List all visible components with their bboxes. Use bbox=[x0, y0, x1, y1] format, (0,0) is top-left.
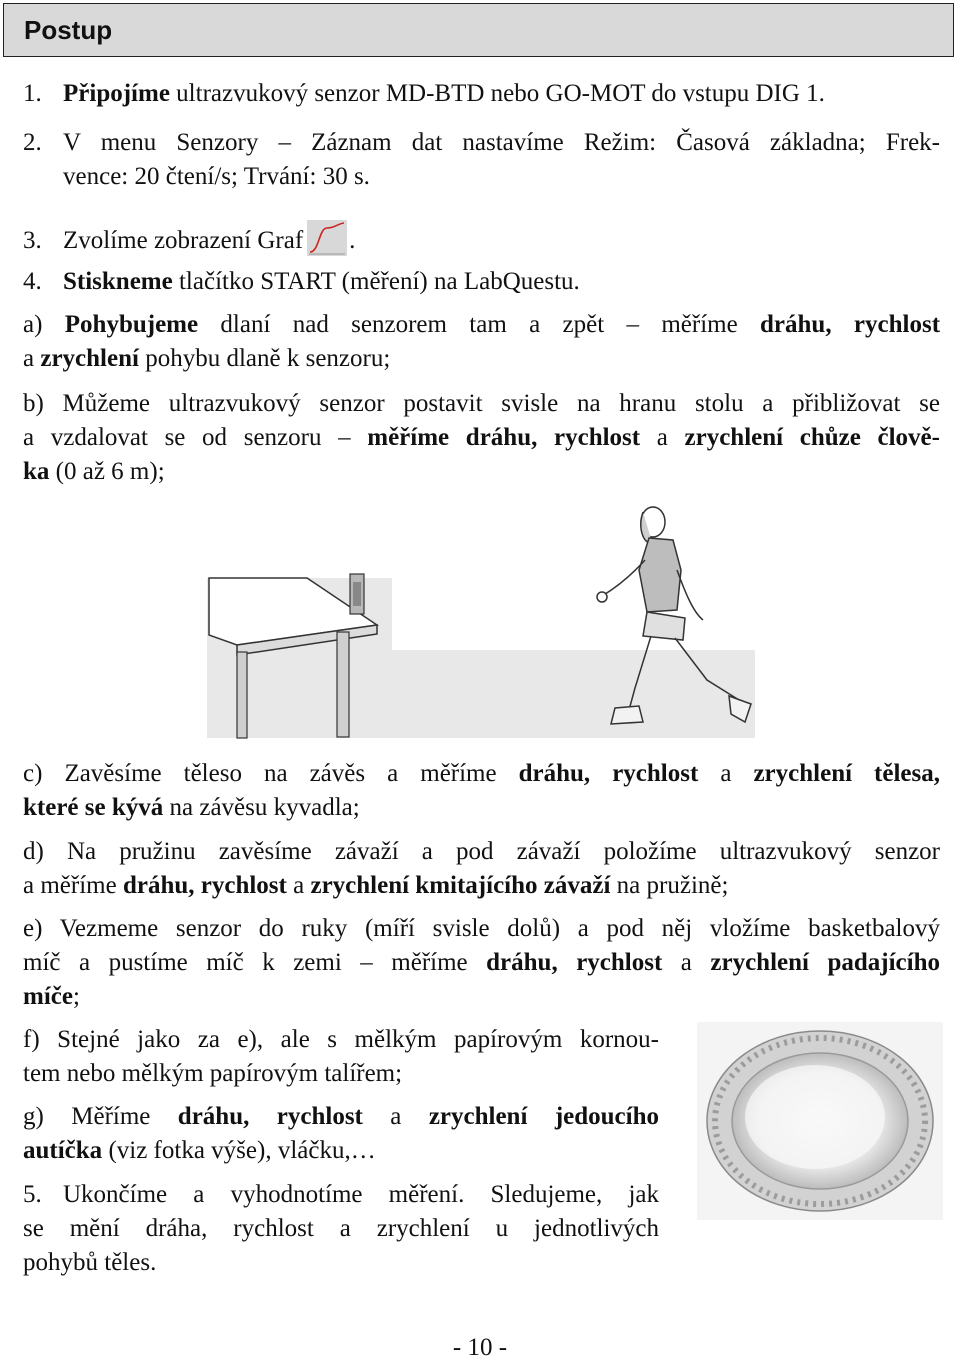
graph-icon bbox=[307, 220, 347, 256]
item-b-line-2: a vzdalovat se od senzoru – měříme dráhu, rychlost a zrychlení chůze člově- bbox=[23, 424, 940, 451]
step-4: 4. Stiskneme tlačítko START (měření) na LabQuestu. bbox=[23, 268, 580, 295]
item-e-line-2: míč a pustíme míč k zemi – měříme dráhu, rychlost a zrychlení padajícího bbox=[23, 949, 940, 976]
item-e-line-1: e) Vezmeme senzor do ruky (míří svisle dolů) a pod něj vložíme basketbalový bbox=[23, 915, 940, 942]
step-1: 1. Připojíme ultrazvukový senzor MD-BTD nebo GO-MOT do vstupu DIG 1. bbox=[23, 80, 825, 107]
item-g-line-1: g) Měříme dráhu, rychlost a zrychlení jedoucího bbox=[23, 1103, 659, 1130]
item-a-line-1: a) Pohybujeme dlaní nad senzorem tam a zpět – měříme dráhu, rychlost bbox=[23, 311, 941, 338]
item-c-line-1: c) Zavěsíme těleso na závěs a měříme dráhu, rychlost a zrychlení tělesa, bbox=[23, 760, 940, 787]
step-5-line-1: 5. Ukončíme a vyhodnotíme měření. Sledujeme, jak bbox=[23, 1181, 659, 1208]
item-d-line-1: d) Na pružinu zavěsíme závaží a pod závaží položíme ultrazvukový senzor bbox=[23, 838, 940, 865]
item-b-line-1: b) Můžeme ultrazvukový senzor postavit svisle na hranu stolu a přibližovat se bbox=[23, 390, 940, 417]
item-f-line-2: tem nebo mělkým papírovým talířem; bbox=[23, 1060, 403, 1087]
item-e-line-3: míče; bbox=[23, 983, 80, 1010]
item-a-line-2: a zrychlení pohybu dlaně k senzoru; bbox=[23, 345, 391, 372]
item-d-line-2: a měříme dráhu, rychlost a zrychlení kmitajícího závaží na pružině; bbox=[23, 872, 729, 899]
step-5-line-2: se mění dráha, rychlost a zrychlení u jednotlivých bbox=[23, 1215, 659, 1242]
step-3: 3. Zvolíme zobrazení Graf . bbox=[23, 220, 355, 258]
section-header bbox=[3, 3, 954, 57]
step-2-line-2: vence: 20 čtení/s; Trvání: 30 s. bbox=[63, 163, 370, 190]
step-5-line-3: pohybů těles. bbox=[23, 1249, 157, 1276]
walking-person-illustration bbox=[207, 500, 755, 740]
step-2-line-1: 2. V menu Senzory – Záznam dat nastavíme Režim: Časová základna; Frek- bbox=[23, 129, 940, 156]
section-title: Postup bbox=[24, 15, 113, 45]
item-f-line-1: f) Stejné jako za e), ale s mělkým papírovým kornou- bbox=[23, 1026, 659, 1053]
paper-plate-image bbox=[697, 1022, 943, 1220]
page-number: - 10 - bbox=[452, 1334, 508, 1361]
item-c-line-2: které se kývá na závěsu kyvadla; bbox=[23, 794, 360, 821]
item-g-line-2: autíčka (viz fotka výše), vláčku,… bbox=[23, 1137, 376, 1164]
item-b-line-3: ka (0 až 6 m); bbox=[23, 458, 165, 485]
